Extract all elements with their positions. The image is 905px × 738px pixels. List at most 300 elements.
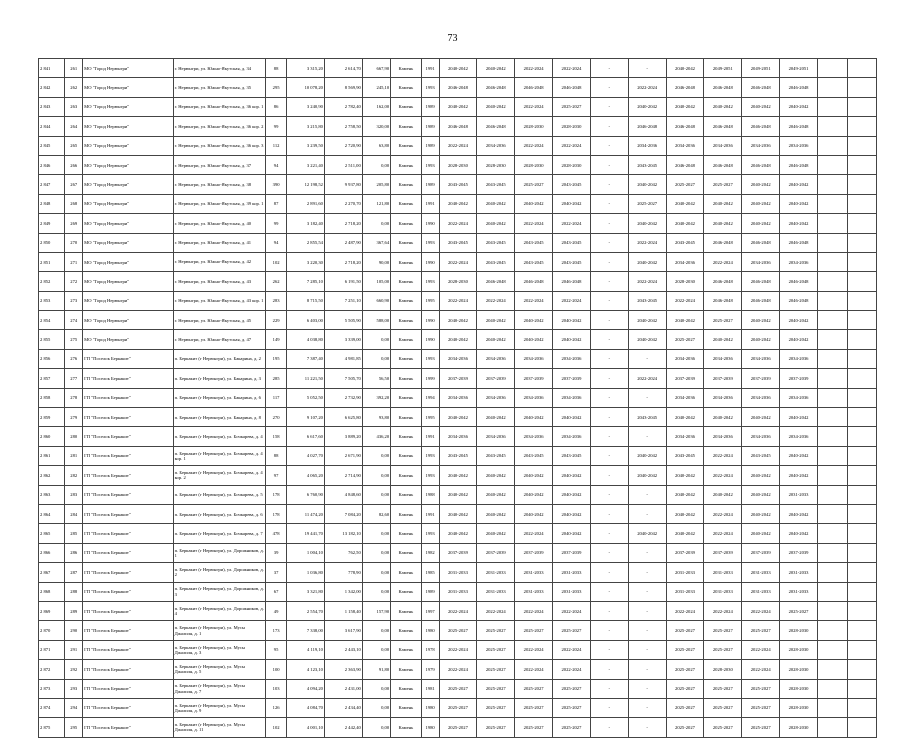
cell-nonliving-area: 56,50 [362, 369, 390, 388]
cell-period-8: 2031-2033 [704, 563, 742, 582]
cell-period-9: 2040-2042 [742, 330, 780, 349]
cell-period-4: 2031-2033 [553, 563, 591, 582]
cell-nonliving-area: 0,00 [362, 582, 390, 601]
cell-period-10: 2046-2048 [780, 272, 818, 291]
cell-period-11 [817, 466, 847, 485]
cell-wall-material: Камень [391, 485, 421, 504]
cell-period-5: - [590, 78, 628, 97]
cell-address: п. Беркакит (г Нерюнгри), ул. Бакарина, д. 3 [173, 369, 266, 388]
cell-period-4: 2043-2045 [553, 252, 591, 271]
cell-period-7: 2031-2033 [666, 563, 704, 582]
cell-period-1: 2040-2042 [439, 485, 477, 504]
cell-total-area: 9 107,20 [287, 408, 325, 427]
cell-period-10: 2046-2048 [780, 78, 818, 97]
cell-wall-material: Камень [391, 117, 421, 136]
cell-house-id: 277 [65, 369, 83, 388]
table-row [39, 388, 877, 407]
cell-period-10: 2034-2036 [780, 388, 818, 407]
cell-wall-material: Камень [391, 330, 421, 349]
cell-period-8: 2022-2024 [704, 601, 742, 620]
cell-period-12 [848, 698, 877, 717]
cell-total-area: 7 338,00 [287, 621, 325, 640]
cell-nonliving-area: 121,80 [362, 194, 390, 213]
cell-period-6: - [628, 543, 666, 562]
cell-wall-material: Камень [391, 698, 421, 717]
cell-period-9: 2025-2027 [742, 698, 780, 717]
cell-total-area: 19 441,70 [287, 524, 325, 543]
cell-build-year: 1993 [421, 446, 439, 465]
cell-build-year: 1990 [421, 330, 439, 349]
cell-total-area: 3 221,40 [287, 155, 325, 174]
cell-period-10: 2046-2048 [780, 233, 818, 252]
cell-apartments: 37 [266, 563, 287, 582]
cell-municipality: ГП "Поселок Беркакит" [83, 427, 173, 446]
table-row [39, 155, 877, 174]
cell-period-5: - [590, 388, 628, 407]
cell-period-6: - [628, 582, 666, 601]
cell-period-11 [817, 330, 847, 349]
cell-period-4: 2031-2033 [553, 582, 591, 601]
cell-period-9: 2037-2039 [742, 369, 780, 388]
cell-period-7: 2043-2045 [666, 446, 704, 465]
cell-period-2: 2040-2042 [477, 97, 515, 116]
cell-apartments: 173 [266, 621, 287, 640]
cell-row-number: 2 844 [39, 117, 65, 136]
cell-build-year: 1994 [421, 388, 439, 407]
cell-total-area: 3 215,80 [287, 117, 325, 136]
cell-address: п. Беркакит (г Нерюнгри), ул. Бочкарева, д. 4 кор. 1 [173, 446, 266, 465]
cell-total-area: 6 760,90 [287, 485, 325, 504]
cell-period-6: 2022-2024 [628, 78, 666, 97]
cell-period-8: 2046-2048 [704, 233, 742, 252]
cell-period-6: - [628, 660, 666, 679]
cell-address: п. Беркакит (г Нерюнгри), ул. Дорожников, д. 2 [173, 563, 266, 582]
cell-period-1: 2040-2042 [439, 97, 477, 116]
cell-period-10: 2031-2033 [780, 582, 818, 601]
cell-period-1: 2028-2030 [439, 155, 477, 174]
cell-period-3: 2031-2033 [515, 563, 553, 582]
cell-period-6: 2025-2027 [628, 194, 666, 213]
cell-period-3: 2040-2042 [515, 330, 553, 349]
cell-period-8: 2022-2024 [704, 252, 742, 271]
cell-period-8: 2037-2039 [704, 369, 742, 388]
cell-period-4: 2025-2027 [553, 718, 591, 737]
cell-apartments: 178 [266, 485, 287, 504]
cell-period-12 [848, 78, 877, 97]
cell-period-6: 2040-2042 [628, 214, 666, 233]
cell-period-7: 2025-2027 [666, 330, 704, 349]
cell-living-area: 2 718,20 [324, 252, 362, 271]
cell-period-6: - [628, 698, 666, 717]
cell-house-id: 279 [65, 408, 83, 427]
cell-build-year: 1989 [421, 97, 439, 116]
cell-period-11 [817, 97, 847, 116]
cell-apartments: 149 [266, 330, 287, 349]
cell-period-3: 2025-2027 [515, 698, 553, 717]
cell-period-11 [817, 563, 847, 582]
cell-municipality: ГП "Поселок Беркакит" [83, 388, 173, 407]
cell-address: г. Нерюнгри, ул. Южно-Якутская, д. 43 кор. 1 [173, 291, 266, 310]
cell-house-id: 271 [65, 252, 83, 271]
cell-living-area: 2 714,90 [324, 466, 362, 485]
cell-period-8: 2034-2036 [704, 427, 742, 446]
cell-period-2: 2022-2024 [477, 291, 515, 310]
cell-build-year: 1995 [421, 291, 439, 310]
cell-total-area: 3 321,80 [287, 582, 325, 601]
cell-wall-material: Камень [391, 59, 421, 78]
cell-period-2: 2034-2036 [477, 349, 515, 368]
cell-period-5: - [590, 252, 628, 271]
cell-living-area: 2 732,90 [324, 388, 362, 407]
cell-nonliving-area: 157,90 [362, 601, 390, 620]
cell-period-1: 2040-2042 [439, 330, 477, 349]
cell-address: г. Нерюнгри, ул. Южно-Якутская, д. 38 [173, 175, 266, 194]
cell-period-11 [817, 291, 847, 310]
cell-period-10: 2040-2042 [780, 97, 818, 116]
cell-period-11 [817, 446, 847, 465]
cell-period-7: 2043-2045 [666, 233, 704, 252]
cell-build-year: 1989 [421, 136, 439, 155]
cell-period-4: 2043-2045 [553, 233, 591, 252]
cell-period-4: 2022-2024 [553, 136, 591, 155]
cell-period-10: 2034-2036 [780, 349, 818, 368]
cell-period-1: 2040-2042 [439, 466, 477, 485]
cell-period-11 [817, 427, 847, 446]
cell-build-year: 1980 [421, 621, 439, 640]
cell-living-area: 2 443,10 [324, 640, 362, 659]
cell-house-id: 283 [65, 485, 83, 504]
cell-period-4: 2022-2024 [553, 59, 591, 78]
cell-period-8: 2022-2024 [704, 524, 742, 543]
cell-address: п. Беркакит (г Нерюнгри), ул. Бакарина, д. 2 [173, 349, 266, 368]
cell-period-11 [817, 718, 847, 737]
cell-wall-material: Камень [391, 369, 421, 388]
cell-period-2: 2046-2048 [477, 78, 515, 97]
cell-house-id: 294 [65, 698, 83, 717]
cell-period-12 [848, 330, 877, 349]
cell-build-year: 1993 [421, 349, 439, 368]
cell-period-12 [848, 640, 877, 659]
cell-period-6: 2040-2042 [628, 97, 666, 116]
cell-period-5: - [590, 718, 628, 737]
cell-total-area: 7 285,10 [287, 272, 325, 291]
cell-address: п. Беркакит (г Нерюнгри), ул. Мусы Джалиля, д. 11 [173, 718, 266, 737]
cell-living-area: 2 720,90 [324, 136, 362, 155]
cell-living-area: 6 191,50 [324, 272, 362, 291]
cell-house-id: 263 [65, 97, 83, 116]
cell-period-7: 2025-2027 [666, 175, 704, 194]
cell-period-7: 2040-2042 [666, 466, 704, 485]
cell-period-9: 2043-2045 [742, 446, 780, 465]
cell-living-area: 5 505,90 [324, 311, 362, 330]
cell-row-number: 2 856 [39, 349, 65, 368]
cell-row-number: 2 872 [39, 660, 65, 679]
cell-wall-material: Камень [391, 291, 421, 310]
cell-period-9: 2022-2024 [742, 601, 780, 620]
cell-period-12 [848, 466, 877, 485]
cell-total-area: 4 119,10 [287, 640, 325, 659]
cell-row-number: 2 846 [39, 155, 65, 174]
cell-period-7: 2040-2042 [666, 214, 704, 233]
cell-period-4: 2034-2036 [553, 349, 591, 368]
cell-period-5: - [590, 427, 628, 446]
cell-period-12 [848, 369, 877, 388]
cell-apartments: 195 [266, 349, 287, 368]
table-row [39, 330, 877, 349]
cell-period-9: 2040-2042 [742, 311, 780, 330]
cell-address: г. Нерюнгри, ул. Южно-Якутская, д. 39 кор. 1 [173, 194, 266, 213]
cell-municipality: ГП "Поселок Беркакит" [83, 485, 173, 504]
cell-build-year: 1993 [421, 233, 439, 252]
cell-period-10: 2046-2048 [780, 155, 818, 174]
cell-period-4: 2025-2027 [553, 97, 591, 116]
cell-period-10: 2040-2042 [780, 408, 818, 427]
cell-period-8: 2040-2042 [704, 408, 742, 427]
cell-period-3: 2022-2024 [515, 291, 553, 310]
cell-period-12 [848, 117, 877, 136]
cell-living-area: 2 758,50 [324, 117, 362, 136]
cell-wall-material: Камень [391, 660, 421, 679]
cell-period-7: 2022-2024 [666, 291, 704, 310]
cell-address: п. Беркакит (г Нерюнгри), ул. Мусы Джалиля, д. 3 [173, 640, 266, 659]
table-row [39, 369, 877, 388]
cell-wall-material: Камень [391, 233, 421, 252]
cell-period-11 [817, 524, 847, 543]
cell-apartments: 126 [266, 698, 287, 717]
cell-house-id: 275 [65, 330, 83, 349]
cell-address: п. Беркакит (г Нерюнгри), ул. Дорожников, д. 3 [173, 582, 266, 601]
cell-municipality: ГП "Поселок Беркакит" [83, 504, 173, 523]
cell-period-6: 2040-2042 [628, 175, 666, 194]
cell-period-12 [848, 563, 877, 582]
cell-period-5: - [590, 214, 628, 233]
cell-row-number: 2 867 [39, 563, 65, 582]
table-row [39, 601, 877, 620]
cell-period-10: 2040-2042 [780, 311, 818, 330]
cell-build-year: 1993 [421, 155, 439, 174]
table-row [39, 485, 877, 504]
cell-period-1: 2043-2045 [439, 233, 477, 252]
cell-period-3: 2022-2024 [515, 97, 553, 116]
cell-period-7: 2040-2042 [666, 59, 704, 78]
cell-period-7: 2025-2027 [666, 660, 704, 679]
cell-period-5: - [590, 272, 628, 291]
cell-nonliving-area: 667,90 [362, 59, 390, 78]
cell-apartments: 95 [266, 640, 287, 659]
cell-wall-material: Камень [391, 621, 421, 640]
cell-period-7: 2040-2042 [666, 485, 704, 504]
cell-living-area: 2 363,90 [324, 660, 362, 679]
cell-period-8: 2025-2027 [704, 640, 742, 659]
cell-period-4: 2040-2042 [553, 194, 591, 213]
cell-period-9: 2040-2042 [742, 214, 780, 233]
cell-municipality: МО "Город Нерюнгри" [83, 97, 173, 116]
cell-period-3: 2025-2027 [515, 718, 553, 737]
cell-period-12 [848, 601, 877, 620]
cell-period-4: 2037-2039 [553, 369, 591, 388]
cell-total-area: 1 004,10 [287, 543, 325, 562]
cell-nonliving-area: 82,60 [362, 504, 390, 523]
cell-period-4: 2025-2027 [553, 679, 591, 698]
cell-house-id: 288 [65, 582, 83, 601]
cell-apartments: 103 [266, 679, 287, 698]
cell-period-6: - [628, 59, 666, 78]
cell-apartments: 86 [266, 97, 287, 116]
cell-period-3: 2037-2039 [515, 369, 553, 388]
cell-period-5: - [590, 194, 628, 213]
cell-row-number: 2 859 [39, 408, 65, 427]
cell-period-11 [817, 175, 847, 194]
cell-nonliving-area: 0,00 [362, 485, 390, 504]
cell-wall-material: Камень [391, 272, 421, 291]
cell-nonliving-area: 0,00 [362, 718, 390, 737]
cell-period-10: 2028-2030 [780, 718, 818, 737]
cell-house-id: 292 [65, 660, 83, 679]
table-row [39, 291, 877, 310]
cell-period-7: 2034-2036 [666, 252, 704, 271]
table-row [39, 446, 877, 465]
cell-nonliving-area: 0,00 [362, 524, 390, 543]
cell-period-4: 2040-2042 [553, 330, 591, 349]
cell-row-number: 2 854 [39, 311, 65, 330]
cell-total-area: 6 403,00 [287, 311, 325, 330]
cell-period-3: 2034-2036 [515, 349, 553, 368]
cell-period-2: 2034-2036 [477, 136, 515, 155]
cell-living-area: 3 889,20 [324, 427, 362, 446]
cell-period-10: 2028-2030 [780, 660, 818, 679]
cell-row-number: 2 873 [39, 679, 65, 698]
cell-period-1: 2022-2024 [439, 136, 477, 155]
cell-build-year: 1979 [421, 660, 439, 679]
cell-house-id: 291 [65, 640, 83, 659]
cell-period-3: 2046-2048 [515, 78, 553, 97]
cell-apartments: 39 [266, 543, 287, 562]
table-row [39, 640, 877, 659]
cell-period-10: 2049-2051 [780, 59, 818, 78]
cell-period-6: 2043-2045 [628, 291, 666, 310]
cell-period-5: - [590, 485, 628, 504]
cell-nonliving-area: 0,00 [362, 466, 390, 485]
cell-period-12 [848, 718, 877, 737]
cell-living-area: 4 848,60 [324, 485, 362, 504]
cell-municipality: ГП "Поселок Беркакит" [83, 660, 173, 679]
cell-period-3: 2025-2027 [515, 175, 553, 194]
cell-house-id: 268 [65, 194, 83, 213]
cell-period-4: 2022-2024 [553, 291, 591, 310]
cell-period-5: - [590, 117, 628, 136]
cell-total-area: 8 715,50 [287, 291, 325, 310]
cell-municipality: ГП "Поселок Беркакит" [83, 563, 173, 582]
cell-address: г. Нерюнгри, ул. Южно-Якутская, д. 43 [173, 272, 266, 291]
cell-period-5: - [590, 524, 628, 543]
cell-wall-material: Камень [391, 427, 421, 446]
cell-living-area: 2 511,00 [324, 155, 362, 174]
cell-period-10: 2046-2048 [780, 291, 818, 310]
cell-period-11 [817, 485, 847, 504]
cell-nonliving-area: 63,80 [362, 136, 390, 155]
cell-period-12 [848, 233, 877, 252]
cell-period-4: 2028-2030 [553, 155, 591, 174]
cell-address: п. Беркакит (г Нерюнгри), ул. Дорожников, д. 4 [173, 601, 266, 620]
cell-wall-material: Камень [391, 349, 421, 368]
cell-period-9: 2034-2036 [742, 349, 780, 368]
cell-period-9: 2031-2033 [742, 563, 780, 582]
cell-address: г. Нерюнгри, ул. Южно-Якутская, д. 47 [173, 330, 266, 349]
table-row [39, 97, 877, 116]
cell-wall-material: Камень [391, 175, 421, 194]
cell-period-5: - [590, 349, 628, 368]
cell-period-4: 2040-2042 [553, 485, 591, 504]
cell-nonliving-area: 660,90 [362, 291, 390, 310]
cell-period-9: 2022-2024 [742, 660, 780, 679]
cell-row-number: 2 863 [39, 485, 65, 504]
cell-period-6: - [628, 563, 666, 582]
cell-period-2: 2031-2033 [477, 582, 515, 601]
cell-municipality: ГП "Поселок Беркакит" [83, 640, 173, 659]
cell-period-4: 2022-2024 [553, 640, 591, 659]
cell-period-5: - [590, 97, 628, 116]
cell-apartments: 99 [266, 117, 287, 136]
cell-address: г. Нерюнгри, ул. Южно-Якутская, д. 34 [173, 59, 266, 78]
cell-address: п. Беркакит (г Нерюнгри), ул. Бочкарева, д. 4 кор. 2 [173, 466, 266, 485]
cell-period-2: 2040-2042 [477, 330, 515, 349]
cell-wall-material: Камень [391, 311, 421, 330]
cell-municipality: МО "Город Нерюнгри" [83, 59, 173, 78]
cell-period-12 [848, 136, 877, 155]
cell-living-area: 7 505,70 [324, 369, 362, 388]
cell-period-12 [848, 175, 877, 194]
cell-period-9: 2040-2042 [742, 408, 780, 427]
cell-period-6: - [628, 485, 666, 504]
cell-wall-material: Камень [391, 504, 421, 523]
table-row [39, 698, 877, 717]
cell-period-12 [848, 214, 877, 233]
cell-period-5: - [590, 543, 628, 562]
cell-period-4: 2046-2048 [553, 78, 591, 97]
cell-build-year: 1995 [421, 408, 439, 427]
cell-period-7: 2028-2030 [666, 272, 704, 291]
cell-wall-material: Камень [391, 679, 421, 698]
cell-house-id: 261 [65, 59, 83, 78]
cell-address: г. Нерюнгри, ул. Южно-Якутская, д. 35 [173, 78, 266, 97]
cell-period-2: 2022-2024 [477, 601, 515, 620]
cell-period-2: 2040-2042 [477, 485, 515, 504]
cell-period-3: 2040-2042 [515, 194, 553, 213]
cell-apartments: 99 [266, 214, 287, 233]
cell-period-3: 2022-2024 [515, 59, 553, 78]
cell-period-3: 2043-2045 [515, 252, 553, 271]
cell-address: п. Беркакит (г Нерюнгри), ул. Бочкарева, д. 4 [173, 427, 266, 446]
cell-period-1: 2028-2030 [439, 272, 477, 291]
cell-municipality: МО "Город Нерюнгри" [83, 155, 173, 174]
cell-total-area: 4 027,70 [287, 446, 325, 465]
cell-house-id: 278 [65, 388, 83, 407]
cell-build-year: 1990 [421, 214, 439, 233]
cell-period-9: 2022-2024 [742, 640, 780, 659]
cell-row-number: 2 853 [39, 291, 65, 310]
cell-wall-material: Камень [391, 136, 421, 155]
cell-period-9: 2040-2042 [742, 524, 780, 543]
cell-total-area: 2 891,60 [287, 194, 325, 213]
table-row [39, 214, 877, 233]
cell-period-10: 2025-2027 [780, 601, 818, 620]
cell-period-7: 2040-2042 [666, 408, 704, 427]
cell-address: п. Беркакит (г Нерюнгри), ул. Бочкарева, д. 6 [173, 504, 266, 523]
cell-house-id: 285 [65, 524, 83, 543]
table-row [39, 175, 877, 194]
cell-municipality: МО "Город Нерюнгри" [83, 311, 173, 330]
cell-period-8: 2046-2048 [704, 291, 742, 310]
